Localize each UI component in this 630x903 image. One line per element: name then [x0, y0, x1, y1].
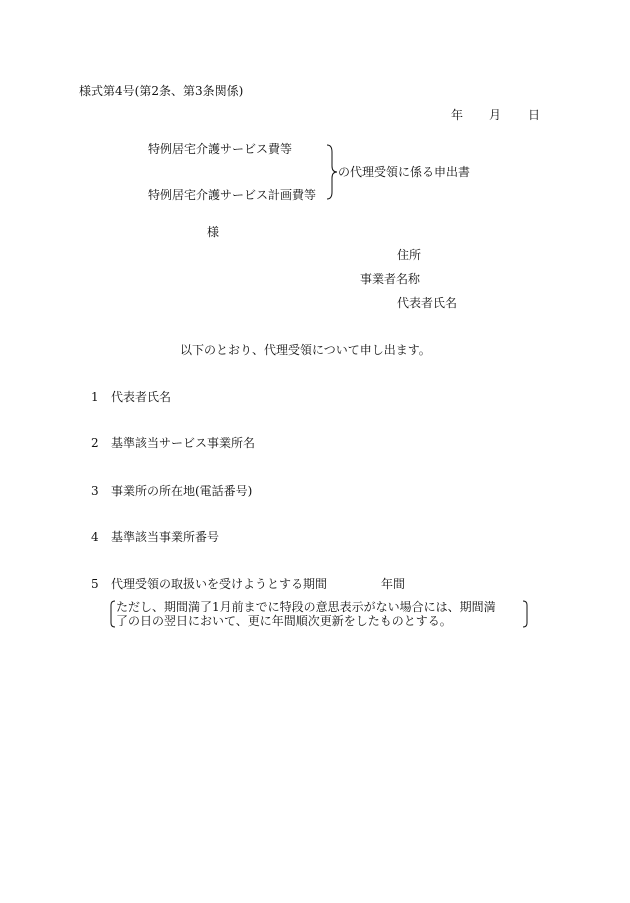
item-2-number: 2 — [91, 436, 99, 450]
note-left-bracket — [108, 600, 116, 628]
item-1-label: 代表者氏名 — [111, 390, 172, 404]
item-5-period-suffix: 年間 — [381, 577, 406, 591]
representative-label: 代表者氏名 — [397, 296, 458, 310]
date-day: 日 — [528, 108, 541, 122]
item-3-number: 3 — [91, 484, 99, 498]
item-1-number: 1 — [91, 390, 99, 404]
addressee-honorific: 様 — [207, 225, 220, 239]
title-suffix: の代理受領に係る申出書 — [338, 165, 471, 179]
business-name-label: 事業者名称 — [360, 272, 421, 286]
item-4-label: 基準該当事業所番号 — [111, 530, 220, 544]
note-right-bracket — [522, 600, 530, 628]
item-5-label: 代理受領の取扱いを受けようとする期間 — [111, 577, 328, 591]
form-number: 様式第4号(第2条、第3条関係) — [79, 84, 244, 98]
title-line-2: 特例居宅介護サービス計画費等 — [148, 188, 317, 202]
address-label: 住所 — [397, 248, 422, 262]
note-line-2: 了の日の翌日において、更に年間順次更新をしたものとする。 — [116, 614, 452, 628]
date-year: 年 — [451, 108, 464, 122]
title-line-1: 特例居宅介護サービス費等 — [148, 142, 293, 156]
item-4-number: 4 — [91, 530, 99, 544]
date-month: 月 — [489, 108, 502, 122]
item-5-number: 5 — [91, 577, 99, 591]
item-3-label: 事業所の所在地(電話番号) — [111, 484, 253, 498]
intro-text: 以下のとおり、代理受領について申し出ます。 — [180, 343, 431, 357]
item-2-label: 基準該当サービス事業所名 — [111, 436, 256, 450]
note-line-1: ただし、期間満了1月前までに特段の意思表示がない場合には、期間満 — [116, 600, 496, 614]
title-brace — [326, 144, 338, 200]
